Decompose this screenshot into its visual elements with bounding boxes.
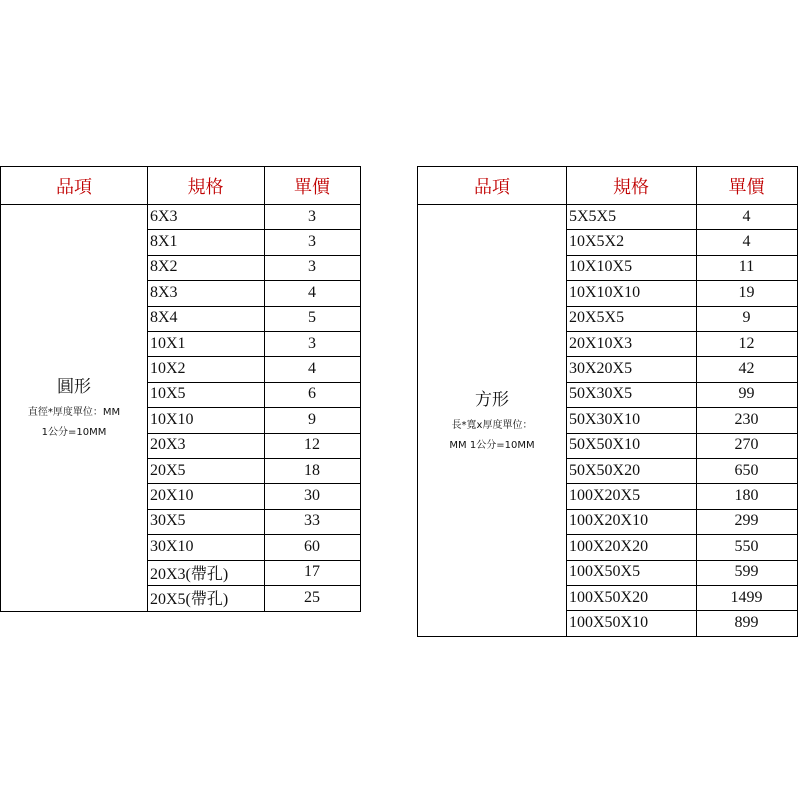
square-row-spec: 10X10X10 <box>569 283 641 301</box>
square-row-spec: 50X50X10 <box>569 436 641 454</box>
square-row-spec: 100X50X5 <box>569 563 641 581</box>
square-row-price: 550 <box>734 537 759 555</box>
square-row-spec: 100X50X10 <box>569 614 649 632</box>
round-row-price: 3 <box>308 334 316 352</box>
square-row-spec: 20X10X3 <box>569 334 633 352</box>
square-row-price: 42 <box>738 360 755 378</box>
round-row-price: 60 <box>304 537 320 555</box>
round-row-price: 3 <box>308 258 316 276</box>
round-header-spec: 規格 <box>187 176 224 198</box>
round-row-spec: 8X2 <box>150 258 178 276</box>
square-row-spec: 10X5X2 <box>569 233 625 251</box>
square-row-price: 180 <box>734 487 759 505</box>
square-row-price: 99 <box>738 385 755 403</box>
round-unit-conversion-note: 1公分=10MM <box>41 427 107 438</box>
square-row-price: 650 <box>734 461 759 479</box>
round-row-price: 3 <box>308 207 316 225</box>
round-row-spec: 10X5 <box>150 385 186 403</box>
round-magnet-price-table <box>0 166 361 612</box>
square-category-name: 方形 <box>475 389 509 410</box>
round-row-price: 5 <box>308 309 316 327</box>
round-row-spec: 8X3 <box>150 283 178 301</box>
round-header-price: 單價 <box>294 176 330 198</box>
square-row-price: 4 <box>742 233 751 251</box>
round-row-price: 12 <box>304 436 320 454</box>
round-row-spec: 20X3(帶孔) <box>150 565 229 583</box>
round-row-price: 18 <box>304 461 320 479</box>
square-row-price: 9 <box>742 309 751 327</box>
round-row-price: 4 <box>308 360 316 378</box>
round-row-price: 6 <box>308 385 316 403</box>
square-row-spec: 5X5X5 <box>569 207 617 225</box>
round-row-spec: 20X10 <box>150 487 194 505</box>
square-unit-conversion-note: MM 1公分=10MM <box>449 439 535 451</box>
square-row-price: 230 <box>734 410 759 428</box>
round-row-price: 4 <box>308 283 316 301</box>
square-row-price: 599 <box>734 563 759 581</box>
round-row-spec: 20X3 <box>150 436 186 454</box>
square-row-price: 12 <box>738 334 755 352</box>
round-row-spec: 8X1 <box>150 233 178 251</box>
round-row-spec: 20X5 <box>150 461 186 479</box>
round-row-price: 17 <box>304 563 320 581</box>
square-row-price: 270 <box>734 436 759 454</box>
round-row-spec: 10X10 <box>150 410 194 428</box>
round-row-spec: 8X4 <box>150 309 178 327</box>
square-row-spec: 20X5X5 <box>569 309 625 327</box>
round-row-spec: 30X10 <box>150 537 194 555</box>
square-row-spec: 50X30X5 <box>569 385 633 403</box>
round-row-price: 25 <box>304 588 320 606</box>
round-category-cell <box>1 204 147 611</box>
round-row-spec: 10X1 <box>150 334 186 352</box>
square-header-price: 單價 <box>728 176 765 198</box>
round-row-price: 9 <box>308 410 316 428</box>
round-row-price: 30 <box>304 487 320 505</box>
square-row-spec: 100X20X10 <box>569 512 649 530</box>
square-header-spec: 規格 <box>613 176 649 198</box>
square-row-spec: 10X10X5 <box>569 258 633 276</box>
round-header-item: 品項 <box>56 176 92 198</box>
square-row-spec: 30X20X5 <box>569 360 633 378</box>
square-row-price: 4 <box>742 207 751 225</box>
square-row-spec: 100X20X20 <box>569 537 649 555</box>
round-row-price: 3 <box>308 233 316 251</box>
square-row-price: 11 <box>738 258 755 276</box>
round-row-spec: 6X3 <box>150 207 178 225</box>
round-unit-note: 直徑*厚度單位：MM <box>27 407 121 418</box>
square-row-price: 1499 <box>730 588 763 606</box>
round-row-spec: 30X5 <box>150 512 186 530</box>
round-row-spec: 10X2 <box>150 360 186 378</box>
square-row-spec: 100X20X5 <box>569 487 641 505</box>
square-row-price: 299 <box>734 512 759 530</box>
round-category-name: 圓形 <box>57 377 91 397</box>
square-unit-note: 長*寬x厚度單位： <box>451 419 533 431</box>
round-row-price: 33 <box>304 512 320 530</box>
square-magnet-price-table <box>417 166 798 637</box>
square-row-spec: 50X30X10 <box>569 410 641 428</box>
round-row-spec: 20X5(帶孔) <box>150 591 229 609</box>
square-header-item: 品項 <box>474 176 510 198</box>
square-row-spec: 100X50X20 <box>569 588 649 606</box>
square-row-price: 19 <box>738 283 755 301</box>
square-row-price: 899 <box>734 614 759 632</box>
square-category-cell <box>418 204 566 636</box>
square-row-spec: 50X50X20 <box>569 461 641 479</box>
